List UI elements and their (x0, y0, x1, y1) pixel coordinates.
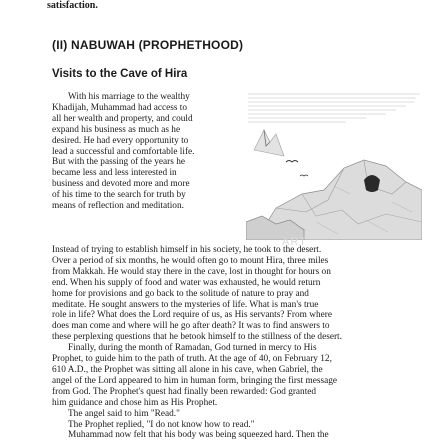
previous-paragraph-end: satisfaction. (47, 0, 98, 11)
section-heading: (II) NABUWAH (PROPHETHOOD) (52, 38, 244, 52)
text-line: desired. He had every opportunity to (52, 135, 189, 146)
text-line: role in life? What does the Lord require of us, as His servants? From where (52, 310, 332, 321)
text-line: of his time to the search for truth by (52, 190, 186, 201)
cave-of-hira-illustration (246, 90, 422, 240)
text-line: Finally, during the month of Ramadan, God turned in mercy to His (68, 343, 317, 354)
full-width-text (52, 245, 424, 441)
text-line: business and devoted more and more (52, 179, 190, 190)
text-line: Khadijah, Muhammad had access to (52, 102, 188, 113)
text-line: does man come and where will he go after death? It was to find answers to (52, 321, 330, 332)
text-line: angel of the Lord appeared to him in human form, bringing the first message (52, 375, 338, 386)
text-line: The Prophet replied, "I do not know how to read." (68, 419, 255, 430)
text-line: home for provisions and go back to the solitude of nature to pray and (52, 288, 309, 299)
text-line: Prophet, to guide him to the path of truth. At the age of 40, on February 12, (52, 354, 332, 365)
text-line: With his marriage to the wealthy (68, 92, 190, 102)
narrow-column-text (52, 92, 242, 212)
text-line: expand his business as much as he (52, 124, 181, 135)
text-line: these perplexing questions that he betook himself to the stillness of the desert. (52, 332, 342, 343)
text-line: from God. The Prophet's quest had finally been rewarded: God granted (52, 386, 317, 397)
text-line: end. When his supply of food and water was exhausted, he would return (52, 277, 321, 288)
text-line: all her wealth and property, and could (52, 113, 193, 124)
text-line: 610 A.D., the Prophet was sitting all alone in his cave, when Gabriel, the (52, 364, 323, 375)
text-line: became less and less interested in (52, 168, 177, 179)
text-line: But with the passing of the years he (52, 157, 185, 168)
text-line: The angel said to him "Read." (68, 408, 180, 419)
text-line: Instead of trying to establish himself in his society, he took to the desert. (52, 245, 322, 255)
text-line: meditate. He sought answers to the mysteries of life. What is man's true (52, 299, 319, 310)
text-line: Muhammad now felt that his body was being squeezed hard. Then the (68, 430, 329, 441)
text-line: means of reflection and meditation. (52, 201, 184, 212)
text-line: from Makkah. He would stay there in the cave, lost in thought for hours on (52, 266, 331, 277)
text-line: lead a successful and comfortable life. (52, 146, 195, 157)
text-line: him guidance and chose him as His Prophet. (52, 397, 218, 408)
subheading: Visits to the Cave of Hira (52, 68, 188, 80)
text-line: Over a period of six months, he would often go to mount Hira, three miles (52, 255, 329, 266)
watermark: ART (282, 236, 307, 248)
